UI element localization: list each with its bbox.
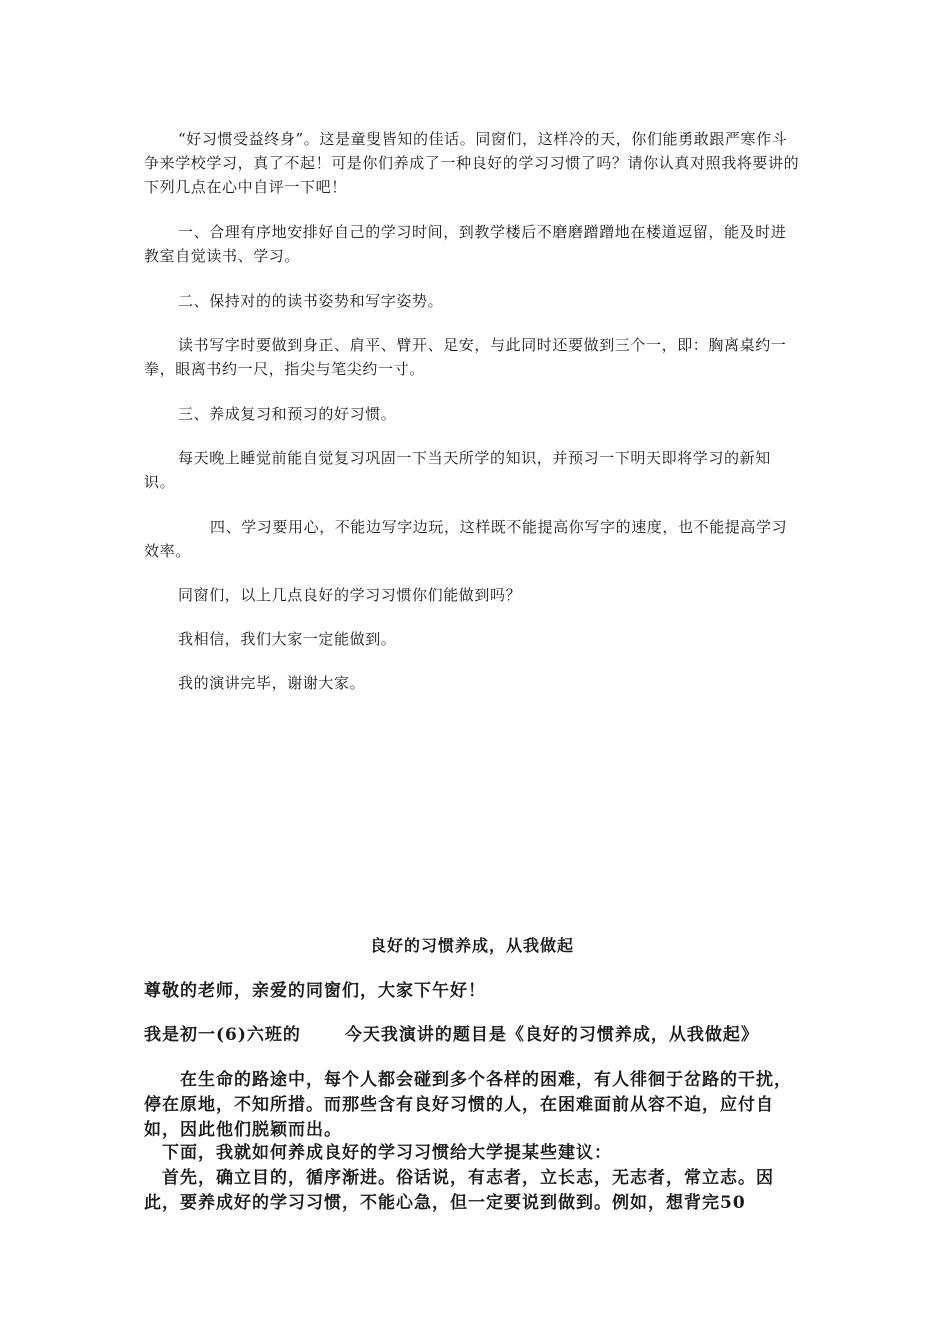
belief-paragraph: 我相信，我们大家一定能做到。	[178, 630, 397, 648]
suggestions-lead-paragraph: 下面，我就如何养成良好的学习习惯给大学提某些建议：	[162, 1143, 612, 1163]
point-two-heading: 二、保持对的的读书姿势和写字姿势。	[178, 292, 444, 310]
life-obstacles-paragraph: 在生命的路途中，每个人都会碰到多个各样的困难，有人徘徊于岔路的干扰，停在原地，不知所措。而那些含有良好习惯的人，在困难面前从容不迫，应付自如，因此他们脱颖而出。	[144, 1070, 792, 1140]
closing-paragraph: 我的演讲完毕，谢谢大家。	[178, 674, 366, 692]
point-three-detail-paragraph: 每天晚上睡觉前能自觉复习巩固一下当天所学的知识，并预习一下明天即将学习的新知识。	[144, 449, 771, 491]
self-introduction-line	[144, 1023, 800, 1048]
question-paragraph: 同窗们，以上几点良好的学习习惯你们能做到吗？	[178, 586, 522, 604]
point-three-heading: 三、养成复习和预习的好习惯。	[178, 405, 397, 423]
point-four-paragraph: 四、学习要用心，不能边写字边玩，这样既不能提高你写字的速度，也不能提高学习效率。	[144, 518, 788, 560]
point-two-detail-paragraph: 读书写字时要做到身正、肩平、臂开、足安，与此同时还要做到三个一，即：胸离桌约一拳，眼离书约一尺，指尖与笔尖约一寸。	[144, 336, 787, 378]
greeting-line: 尊敬的老师，亲爱的同窗们，大家下午好！	[144, 981, 486, 1001]
first-suggestion-paragraph: 首先，确立目的，循序渐进。俗话说，有志者，立长志，无志者，常立志。因此，要养成好的学习习惯，不能心急，但一定要说到做到。例如，想背完50	[144, 1168, 774, 1213]
speech-title: 良好的习惯养成，从我做起	[369, 936, 574, 955]
class-introduction: 我是初一(6)六班的	[144, 1025, 301, 1045]
topic-introduction: 今天我演讲的题目是《良好的习惯养成，从我做起》	[344, 1025, 759, 1045]
point-one-paragraph: 一、合理有序地安排好自己的学习时间，到教学楼后不磨磨蹭蹭地在楼道逗留，能及时进教室自觉读书、学习。	[144, 223, 787, 265]
intro-paragraph: “好习惯受益终身”。这是童叟皆知的佳话。同窗们，这样冷的天，你们能勇敢跟严寒作斗争来学校学习，真了不起！可是你们养成了一种良好的学习习惯了吗？请你认真对照我将要讲的下列几点在心中自评一下吧！	[144, 130, 800, 196]
